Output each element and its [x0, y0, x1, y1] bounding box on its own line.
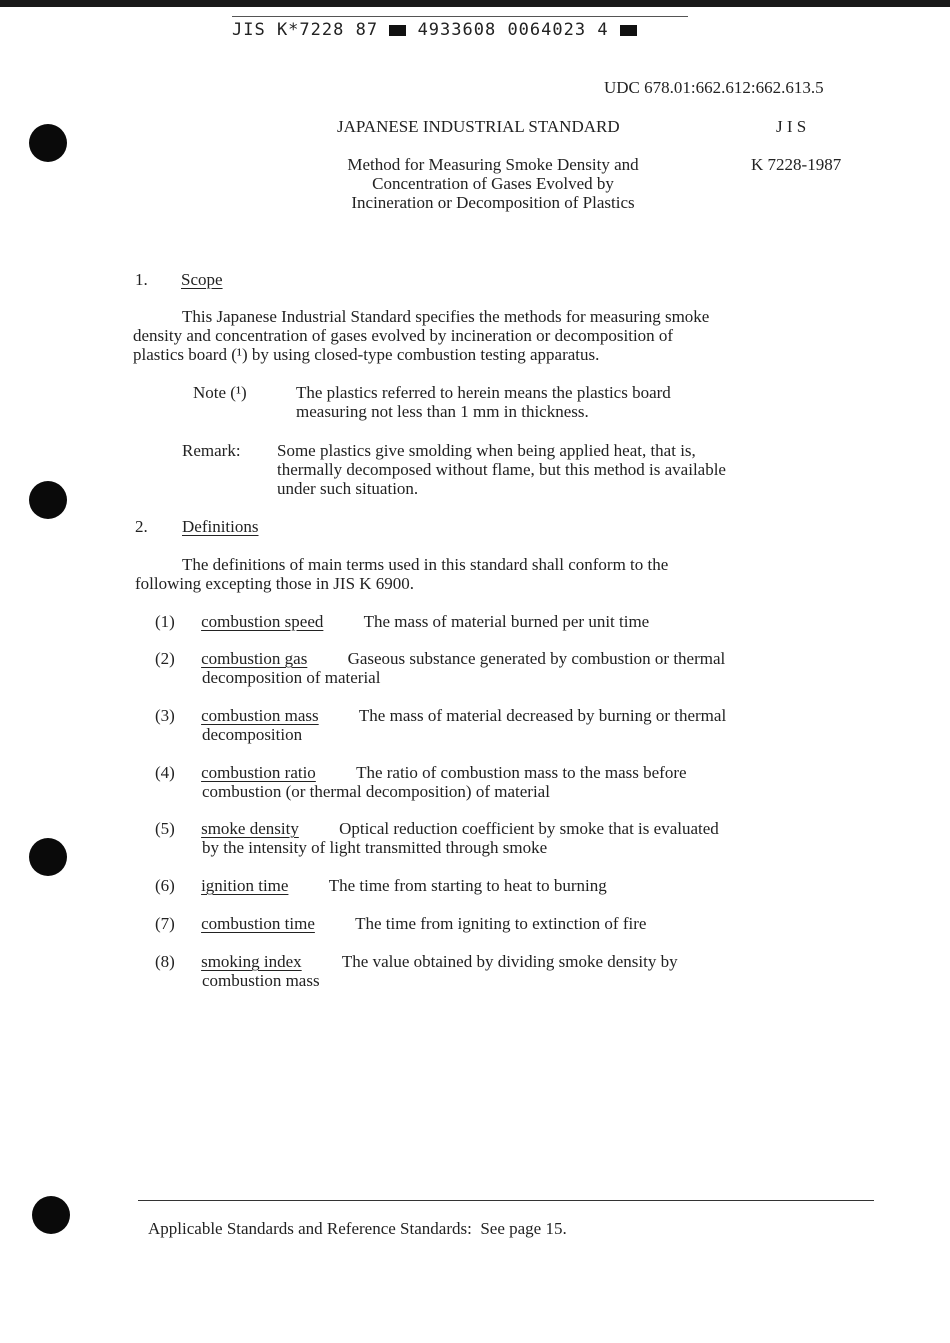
- note-line: measuring not less than 1 mm in thickness.: [296, 402, 589, 421]
- term: combustion mass: [201, 706, 319, 725]
- term-definition: The mass of material decreased by burning or thermal: [358, 706, 727, 725]
- term-definition: Gaseous substance generated by combustion or thermal: [347, 649, 726, 668]
- definitions-paragraph: [135, 555, 875, 593]
- definition-item: [155, 612, 875, 631]
- remark-label: Remark:: [182, 441, 241, 460]
- definition-item: [155, 649, 875, 687]
- footer-reference: Applicable Standards and Reference Standards: See page 15.: [148, 1219, 567, 1238]
- definition-item: [155, 876, 875, 895]
- item-number: (1): [155, 612, 175, 631]
- udc-number: UDC 678.01:662.612:662.613.5: [604, 78, 824, 97]
- term-definition-cont: decomposition of material: [202, 668, 381, 687]
- remark-line: Some plastics give smolding when being applied heat, that is,: [277, 441, 696, 460]
- term-definition: The value obtained by dividing smoke density by: [341, 952, 678, 971]
- punch-hole-1: [29, 124, 67, 162]
- title-line: Method for Measuring Smoke Density and: [347, 155, 639, 174]
- definition-item: [155, 763, 875, 801]
- document-title: [298, 155, 688, 212]
- title-line: Concentration of Gases Evolved by: [372, 174, 614, 193]
- jis-label: J I S: [776, 117, 807, 136]
- term-definition: The time from starting to heat to burning: [328, 876, 607, 895]
- item-number: (2): [155, 649, 175, 668]
- term: combustion time: [201, 914, 315, 933]
- definition-item: [155, 914, 875, 933]
- standard-org: JAPANESE INDUSTRIAL STANDARD: [337, 117, 620, 136]
- note-text: [296, 383, 671, 421]
- term-definition-cont: combustion mass: [202, 971, 320, 990]
- remark-text: [277, 441, 726, 498]
- definitions-line: The definitions of main terms used in this standard shall conform to the: [182, 555, 669, 574]
- term: combustion ratio: [201, 763, 316, 782]
- document-code-line: [232, 20, 637, 40]
- term: combustion speed: [201, 612, 324, 631]
- term-definition-cont: decomposition: [202, 725, 303, 744]
- term-definition: The mass of material burned per unit time: [363, 612, 650, 631]
- term-definition: Optical reduction coefficient by smoke that is evaluated: [339, 819, 719, 838]
- item-number: (7): [155, 914, 175, 933]
- section-1-number: 1.: [135, 270, 148, 289]
- item-number: (6): [155, 876, 175, 895]
- code-block-1: [389, 25, 406, 36]
- term-definition: The ratio of combustion mass to the mass before: [356, 763, 687, 782]
- scope-line: plastics board (¹) by using closed-type combustion testing apparatus.: [133, 345, 600, 364]
- code-block-2: [620, 25, 637, 36]
- punch-hole-3: [29, 838, 67, 876]
- term-definition-cont: by the intensity of light transmitted through smoke: [202, 838, 548, 857]
- section-2-number: 2.: [135, 517, 148, 536]
- note-line: The plastics referred to herein means the plastics board: [296, 383, 671, 402]
- item-number: (4): [155, 763, 175, 782]
- remark-line: thermally decomposed without flame, but this method is available: [277, 460, 726, 479]
- term: smoke density: [201, 819, 299, 838]
- punch-hole-2: [29, 481, 67, 519]
- term: ignition time: [201, 876, 289, 895]
- title-line: Incineration or Decomposition of Plastics: [351, 193, 635, 212]
- standard-number: K 7228-1987: [751, 155, 842, 174]
- term-definition-cont: combustion (or thermal decomposition) of material: [202, 782, 550, 801]
- scope-line: density and concentration of gases evolved by incineration or decomposition of: [133, 326, 674, 345]
- section-1-heading: Scope: [181, 270, 223, 289]
- note-label: Note (¹): [193, 383, 247, 402]
- item-number: (3): [155, 706, 175, 725]
- code-line-rule: [232, 16, 688, 17]
- section-2-heading: Definitions: [182, 517, 259, 536]
- term: combustion gas: [201, 649, 308, 668]
- definition-item: [155, 819, 875, 857]
- definitions-line: following excepting those in JIS K 6900.: [135, 574, 415, 593]
- code-line-left: JIS K*7228 87: [232, 20, 379, 40]
- definition-item: [155, 952, 875, 990]
- scope-line: This Japanese Industrial Standard specifies the methods for measuring smoke: [182, 307, 710, 326]
- footnote-separator: [138, 1200, 874, 1201]
- scan-top-bar: [0, 0, 950, 7]
- term-definition: The time from igniting to extinction of fire: [355, 914, 647, 933]
- definition-item: [155, 706, 875, 744]
- remark-line: under such situation.: [277, 479, 419, 498]
- term: smoking index: [201, 952, 302, 971]
- code-line-mid: 4933608 0064023 4: [417, 20, 609, 40]
- scope-paragraph: [133, 307, 873, 364]
- punch-hole-4: [32, 1196, 70, 1234]
- item-number: (5): [155, 819, 175, 838]
- item-number: (8): [155, 952, 175, 971]
